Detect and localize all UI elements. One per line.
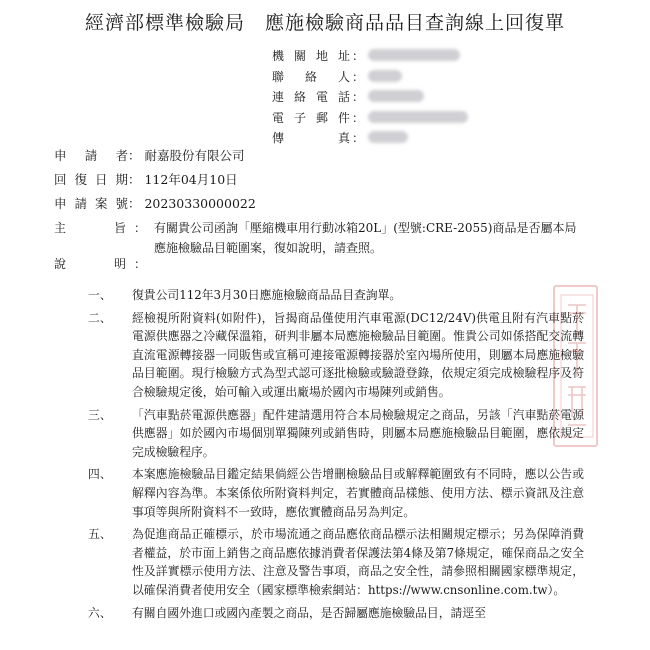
item-text: 復貴公司112年3月30日應施檢驗商品品目查詢單。 — [132, 288, 402, 302]
redacted-email — [368, 111, 468, 123]
item-number: 一、 — [88, 288, 112, 302]
subject-text: 有關貴公司函詢「壓縮機車用行動冰箱20L」(型號:CRE-2055)商品是否屬本局應施檢驗品目範圍案，復如說明，請查照。 — [154, 221, 577, 255]
contact-label: 聯絡人 — [272, 69, 350, 84]
contact-colon: ： — [352, 131, 365, 145]
subject-label-char: 主 — [54, 221, 67, 235]
case-no-label: 申請案號 — [54, 196, 128, 211]
list-item — [54, 525, 584, 599]
explain-label-char: 明 — [114, 257, 127, 271]
redacted-person — [368, 70, 402, 82]
explain-label-char: 說 — [54, 257, 67, 271]
document-title: 經濟部標準檢驗局 應施檢驗商品品目查詢線上回復單 — [84, 12, 565, 34]
case-no-row: 申請案號： 20230330000022 — [54, 196, 256, 211]
contact-colon: ： — [352, 90, 365, 104]
case-no-value: 20230330000022 — [144, 196, 256, 211]
contact-label: 傳真 — [272, 131, 350, 145]
subject-colon: ： — [134, 221, 147, 235]
contact-colon: ： — [352, 110, 365, 125]
reply-date-value: 112年04月10日 — [144, 172, 238, 187]
item-number: 二、 — [88, 310, 112, 325]
item-text: 「汽車點菸電源供應器」配件建請選用符合本局檢驗規定之商品，另該「汽車點菸電源供應器」如於國內市場個別單獨陳列或銷售時，則屬本局應施檢驗品目範圍，應依規定完成檢驗程序。 — [132, 407, 584, 459]
item-text: 經檢視所附資料(如附件)，旨揭商品僅使用汽車電源(DC12/24V)供電且附有汽車點菸電源供應器之冷藏保溫箱，研判非屬本局應施檢驗品目範圍。惟貴公司如係搭配交流轉直流電源轉接器一同販售或宣稱可連接電源轉接器於室內場所使用，則屬本局應施檢驗品目範圍。現行檢驗方式為型式認可逐批檢驗或驗證登錄，依規定須完成檢驗程序及符合檢驗規定後，始可輸入或運出廠場於國內市場陳列或銷售。 — [132, 310, 584, 399]
applicant-label: 申請者 — [54, 148, 128, 163]
item-text: 為促進商品正確標示，於市場流通之商品應依商品標示法相關規定標示；另為保障消費者權益，於市面上銷售之商品應依據消費者保護法第4條及第7條規定，確保商品之安全性及詳實標示使用方法、注意及警告事項，商品之安全性，請參照相關國家標準規定，以確保消費者使用安全（國家標準檢索網站：https://www.cnsonline.com.tw）。 — [132, 527, 584, 597]
redacted-fax — [368, 131, 408, 143]
redacted-address — [368, 49, 460, 61]
item-number: 六、 — [88, 605, 112, 620]
contact-label: 電子郵件 — [272, 110, 350, 125]
item-number: 四、 — [88, 467, 112, 482]
applicant-row: 申請者： 耐嘉股份有限公司 — [54, 148, 245, 163]
explain-colon: ： — [134, 257, 147, 271]
list-item — [54, 309, 584, 402]
list-item — [54, 406, 584, 462]
subject-label-char: 旨 — [114, 221, 127, 235]
item-number: 五、 — [88, 527, 112, 542]
redacted-phone — [368, 90, 424, 102]
reply-date-row: 回復日期： 112年04月10日 — [54, 172, 238, 187]
list-item — [54, 465, 584, 521]
list-item — [54, 604, 584, 623]
contact-colon: ： — [352, 49, 365, 63]
official-stamp — [553, 285, 598, 447]
item-text: 本案應施檢驗品目鑑定結果倘經公告增刪檢驗品目或解釋範圍致有不同時，應以公告或解釋內容為準。本案係依所附資料判定，若實體商品樣態、使用方法、標示資訊及注意事項等與所附資料不一致時，應依實體商品另為判定。 — [132, 467, 584, 519]
item-text: 有關自國外進口或國內產製之商品，是否歸屬應施檢驗品目，請逕至 — [132, 605, 486, 620]
list-item — [54, 286, 584, 305]
contact-colon: ： — [352, 69, 365, 84]
item-number: 三、 — [88, 407, 112, 422]
applicant-value: 耐嘉股份有限公司 — [144, 148, 245, 163]
explanation-list — [54, 286, 584, 626]
reply-date-label: 回復日期 — [54, 172, 128, 187]
contact-label: 機關地址 — [272, 49, 350, 63]
stamp-texture — [558, 291, 596, 441]
contact-label: 連絡電話 — [272, 90, 350, 104]
